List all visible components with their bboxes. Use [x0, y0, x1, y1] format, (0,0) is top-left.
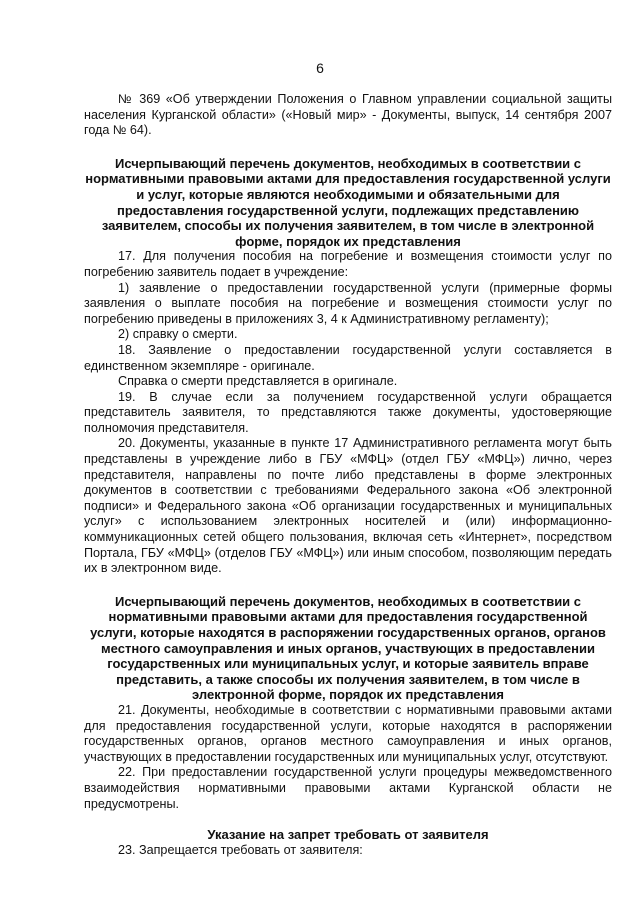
document-body	[84, 62, 612, 858]
section-heading-prohibition: Указание на запрет требовать от заявителя	[207, 827, 489, 843]
paragraph-17-item-2: 2) справку о смерти.	[118, 327, 238, 342]
paragraph-19: 19. В случае если за получением государственной услуги обращается представитель заявителя, то представляются также документы, удостоверяющие полномочия представителя.	[84, 389, 612, 435]
paragraph-18-note: Справка о смерти представляется в оригинале.	[118, 374, 398, 389]
paragraph-20: 20. Документы, указанные в пункте 17 Административного регламента могут быть представлены в учреждение либо в ГБУ «МФЦ» (отдел ГБУ «МФЦ») лично, через представителя, направлены по почте либо представлены в форме электронных документов в соответствии с требованиями Федерального закона «Об электронной подписи» и Федерального закона «Об организации государственных и муниципальных услуг» с использованием электронных носителей и (или) информационно-коммуникационных сетей общего пользования, включая сеть «Интернет», посредством Портала, ГБУ «МФЦ» (отделов ГБУ «МФЦ») или иным способом, позволяющим передать их в электронном виде.	[84, 436, 612, 576]
intro-paragraph: № 369 «Об утверждении Положения о Главном управлении социальной защиты населения Курганской области» («Новый мир» - Документы, выпуск, 14 сентября 2007 года № 64).	[84, 92, 612, 138]
page-number: 6	[316, 60, 324, 76]
paragraph-23: 23. Запрещается требовать от заявителя:	[118, 842, 363, 857]
section-heading-interagency-documents: Исчерпывающий перечень документов, необходимых в соответствии с нормативными правовыми актами для предоставления государственной услуги, которые находятся в распоряжении государственных органов, органов местного самоуправления и иных органов, участвующих в предоставлении государственных или муниципальных услуг, и которые заявитель вправе представить, а также способы их получения заявителем, в том числе в электронной форме, порядок их представления	[90, 593, 606, 703]
paragraph-22: 22. При предоставлении государственной услуги процедуры межведомственного взаимодействия нормативными правовыми актами Курганской области не предусмотрены.	[84, 765, 612, 811]
section-heading-required-documents: Исчерпывающий перечень документов, необходимых в соответствии с нормативными правовыми актами для предоставления государственной услуги и услуг, которые являются необходимыми и обязательными для предоставления государственной услуги, подлежащих представлению заявителем, способы их получения заявителем, в том числе в электронной форме, порядок их представления	[85, 155, 611, 249]
paragraph-17: 17. Для получения пособия на погребение и возмещения стоимости услуг по погребению заявитель подает в учреждение:	[84, 249, 612, 279]
paragraph-18: 18. Заявление о предоставлении государственной услуги составляется в единственном экземпляре - оригинале.	[84, 342, 612, 373]
paragraph-17-item-1: 1) заявление о предоставлении государственной услуги (примерные формы заявления о выплате пособия на погребение и возмещения стоимости услуг по погребению приведены в приложениях 3, 4 к Административному регламенту);	[84, 280, 612, 326]
paragraph-21: 21. Документы, необходимые в соответствии с нормативными правовыми актами для предоставления государственной услуги, которые находятся в распоряжении государственных органов, органов местного самоуправления и иных органов, участвующих в предоставлении государственных или муниципальных услуг, отсутствуют.	[84, 702, 612, 764]
